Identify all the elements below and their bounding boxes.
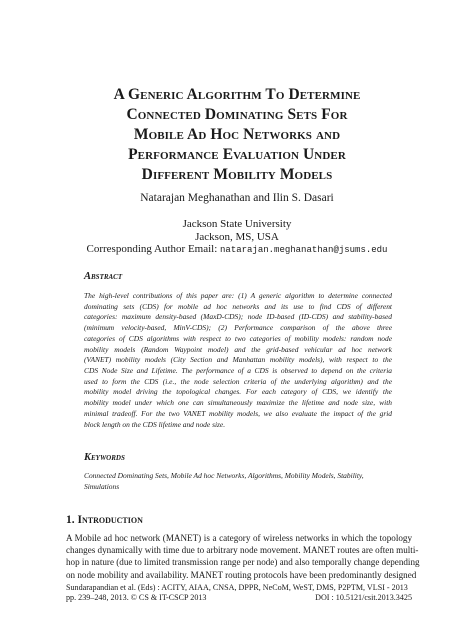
author-list: Natarajan Meghanathan and Ilin S. Dasari: [140, 192, 334, 204]
abstract-line: The high-level contributions of this paper are: (1) A generic algorithm to determine connected: [84, 291, 392, 300]
title-line: Performance Evaluation Under: [128, 146, 346, 163]
keywords-body: [84, 471, 392, 492]
email-label: Corresponding Author Email:: [86, 243, 218, 255]
abstract-line: minimal tradeoff. For the two VANET mobility models, we also evaluate the impact of the grid: [84, 408, 392, 418]
intro-line: hop in nature (due to limited transmission range per node) and also temporally change depending: [66, 557, 420, 568]
title-line: Different Mobility Models: [141, 166, 333, 183]
abstract-body: [84, 291, 392, 430]
abstract-line: CDS Node Size and Lifetime. The performance of a CDS is observed to depend on the criteria: [84, 366, 392, 376]
email-address: natarajan.meghanathan@jsums.edu: [220, 245, 388, 255]
abstract-heading: Abstract: [84, 271, 123, 282]
intro-line: changes dynamically with time due to arbitrary node movement. MANET routes are often multi-: [66, 545, 419, 556]
location: Jackson, MS, USA: [195, 230, 279, 243]
keywords-heading: Keywords: [84, 452, 125, 463]
abstract-line: dominating sets (CDS) for mobile ad hoc networks and its use to find CDS of different: [84, 301, 392, 311]
abstract-line: (minimum velocity-based, MinV-CDS); (2) Performance comparison of the above three: [84, 323, 392, 333]
intro-line: A Mobile ad hoc network (MANET) is a category of wireless networks in which the topology: [66, 533, 412, 543]
paper-title: [50, 85, 424, 185]
introduction-body: [66, 532, 420, 581]
abstract-line: mobility model driving the topological changes. For each category of CDS, we identify the: [84, 387, 392, 397]
introduction-heading: 1. Introduction: [66, 514, 143, 526]
footer-doi-block: [315, 583, 412, 604]
abstract-line: categories of CDS algorithms with respect to two categories of mobility models: random node: [84, 333, 392, 343]
email-line: [0, 243, 474, 257]
title-line: Mobile Ad Hoc Networks and: [133, 126, 341, 143]
abstract-line: mobility model under which one can simultaneously maximize the lifetime and node size, with: [84, 398, 392, 408]
abstract-line: (VANET) mobility models (City Section and Manhattan mobility models), with respect to the: [84, 355, 392, 365]
affiliation-block: [0, 218, 474, 257]
keywords-line: Connected Dominating Sets, Mobile Ad hoc Networks, Algorithms, Mobility Models, Stability,: [84, 471, 364, 480]
university: Jackson State University: [182, 218, 292, 230]
abstract-line: block length on the CDS lifetime and node size.: [84, 419, 226, 429]
abstract-line: mobility models (Random Waypoint model) and the grid-based vehicular ad hoc network: [84, 344, 392, 354]
keywords-line: Simulations: [84, 481, 120, 491]
footer-doi: DOI : 10.5121/csit.2013.3425: [315, 593, 412, 603]
footer-proceedings: Sundarapandian et al. (Eds) : ACITY, AIAA, CNSA, DPPR, NeCoM, WeST, DMS, P2PTM, VLSI - 2013: [66, 583, 408, 592]
abstract-line: categories: maximum density-based (MaxD-CDS); node ID-based (ID-CDS) and stability-based: [84, 312, 392, 322]
footer-spacer: [315, 583, 412, 593]
abstract-line: used to form the CDS (i.e., the node selection criteria of the underlying algorithm) and the: [84, 376, 392, 386]
footer-pages: pp. 239–248, 2013. © CS & IT-CSCP 2013: [66, 593, 207, 603]
intro-line: on node mobility and availability. MANET routing protocols have been predominantly designed: [66, 569, 417, 580]
title-line: Connected Dominating Sets For: [126, 106, 348, 123]
title-line: A Generic Algorithm To Determine: [113, 86, 361, 103]
